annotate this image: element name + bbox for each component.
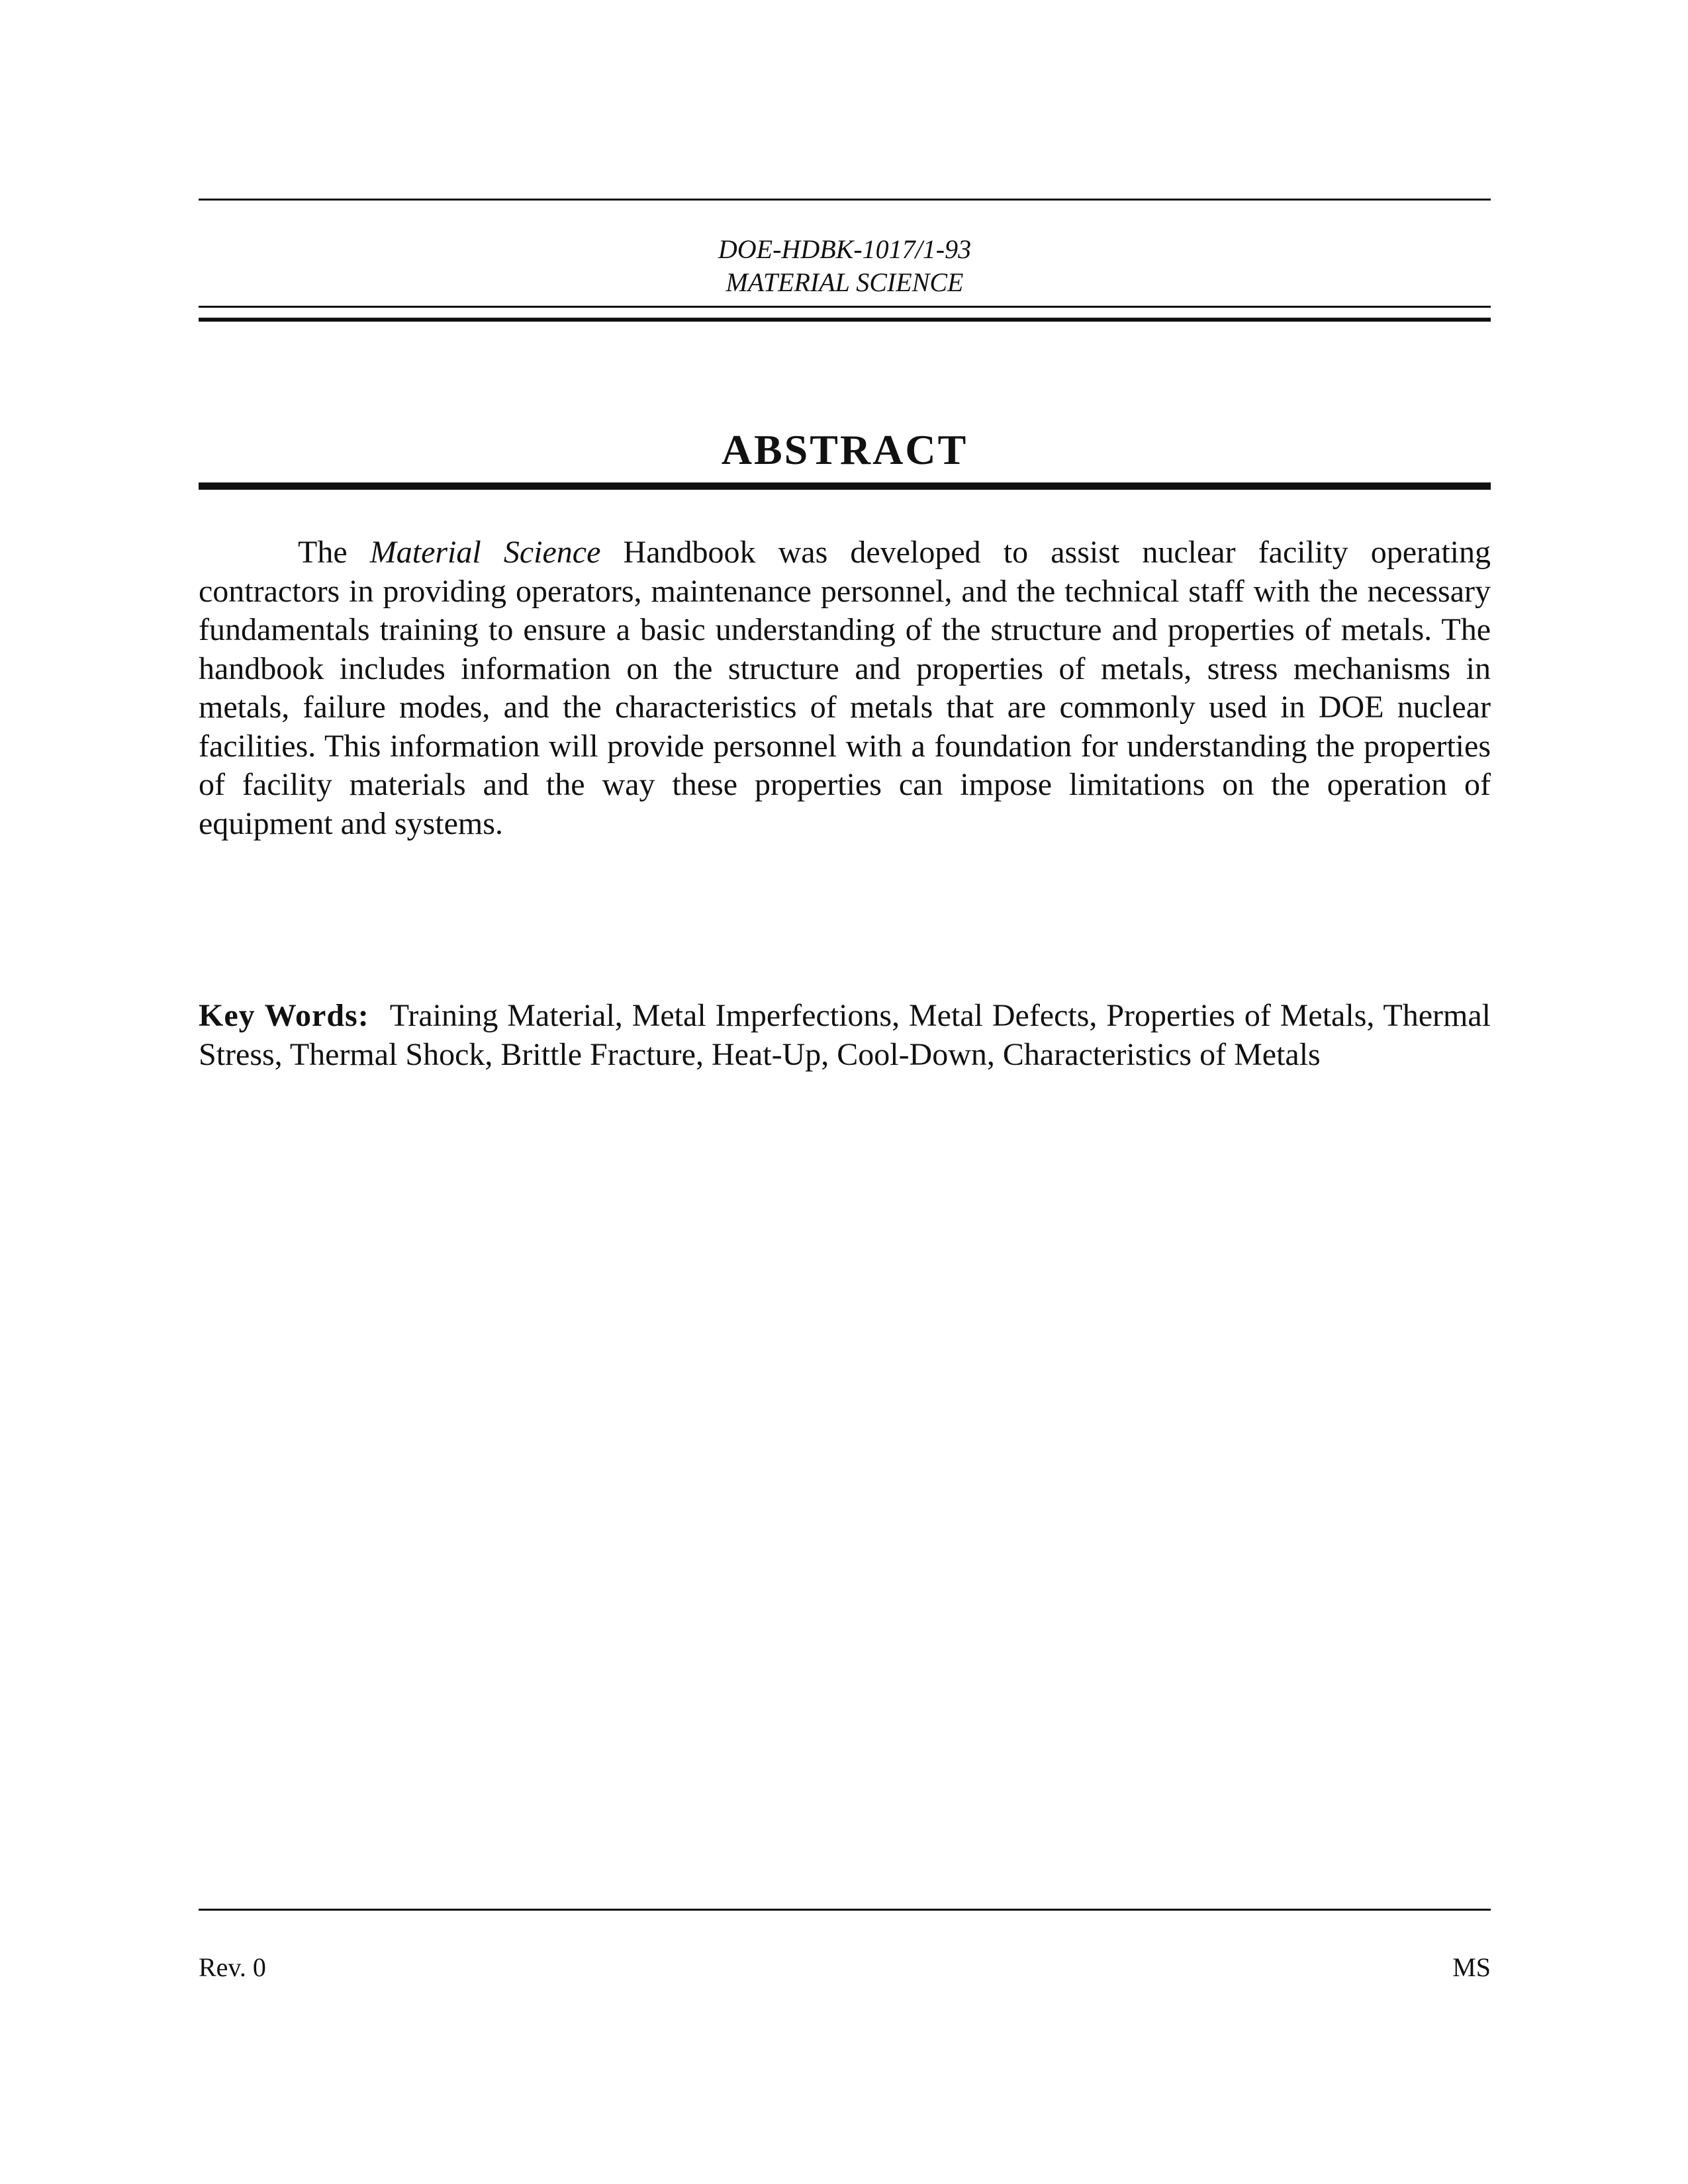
keywords-label: Key Words: [199, 998, 369, 1033]
footer-module-code: MS [1452, 1952, 1491, 1982]
header-top-rule [199, 199, 1491, 201]
page-title: ABSTRACT [721, 426, 968, 473]
keywords-text: Training Material, Metal Imperfections, Metal Defects, Properties of Metals, Thermal Stress, Thermal Shock, Brittle Fracture, Heat-Up, Cool-Down, Characteristics of Metals [199, 998, 1491, 1072]
footer-revision: Rev. 0 [199, 1952, 266, 1982]
document-subject: MATERIAL SCIENCE [726, 267, 964, 297]
abstract-text: Handbook was developed to assist nuclear facility operating contractors in providing operators, maintenance personnel, and the technical staff with the necessary fundamentals training to ensure a basic understanding of the structure and properties of metals. The handbook includes information on the structure and properties of metals, stress mechanisms in metals, failure modes, and the characteristics of metals that are commonly used in DOE nuclear facilities. This information will provide personnel with a foundation for understanding the properties of facility materials and the way these properties can impose limitations on the operation of equipment and systems. [199, 535, 1491, 841]
document-number: DOE-HDBK-1017/1-93 [718, 234, 972, 264]
footer-rule [199, 1909, 1491, 1911]
handbook-title: Material Science [369, 535, 601, 570]
abstract-lead: The [298, 535, 370, 570]
running-header [199, 233, 1491, 299]
header-bottom-rule-thin [199, 306, 1491, 308]
abstract-paragraph [199, 533, 1491, 843]
header-bottom-rule-thick [199, 318, 1491, 322]
title-rule [199, 482, 1491, 490]
keywords-paragraph [199, 997, 1491, 1074]
